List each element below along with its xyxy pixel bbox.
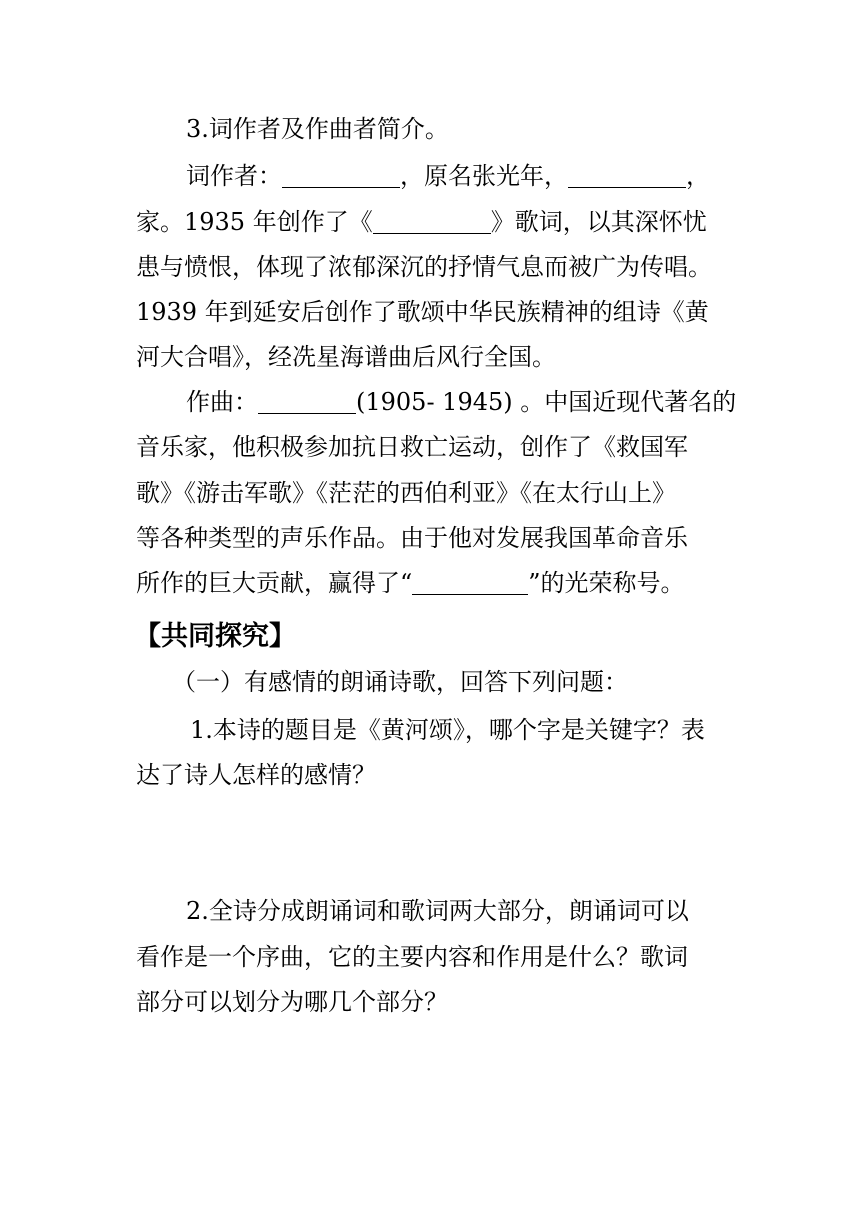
blank-lyricist-name[interactable] [282, 163, 400, 188]
question-1-line-2: 达了诗人怎样的感情？ [136, 761, 376, 789]
question-2-line-2: 看作是一个序曲，它的主要内容和作用是什么？歌词 [136, 943, 688, 971]
lyricist-line-4: 1939 年到延安后创作了歌颂中华民族精神的组诗《黄 [136, 298, 709, 326]
composer-line-4: 等各种类型的声乐作品。由于他对发展我国革命音乐 [136, 524, 688, 552]
blank-honor-title[interactable] [412, 570, 528, 595]
lyricist-line-5: 河大合唱》，经冼星海谱曲后风行全国。 [136, 343, 556, 371]
composer-line-1: 作曲： (1905- 1945) 。中国近现代著名的 [186, 388, 737, 416]
composer-line-5: 所作的巨大贡献，赢得了“ ”的光荣称号。 [136, 569, 685, 597]
blank-lyrics-title[interactable] [373, 209, 491, 234]
question-2-line-3: 部分可以划分为哪几个部分？ [136, 988, 448, 1016]
lyricist-line-1: 词作者： ，原名张光年， ， [186, 162, 710, 190]
composer-line-3: 歌》《游击军歌》《茫茫的西伯利亚》《在太行山上》 [136, 479, 676, 507]
lyricist-line-3: 患与愤恨，体现了浓郁深沉的抒情气息而被广为传唱。 [136, 253, 712, 281]
composer-line-2: 音乐家，他积极参加抗日救亡运动，创作了《救国军 [136, 433, 688, 461]
question-1-line-1: 1.本诗的题目是《黄河颂》，哪个字是关键字？表 [190, 716, 705, 744]
explore-heading: 【共同探究】 [134, 621, 296, 652]
section-3-title: 3.词作者及作曲者简介。 [186, 115, 449, 143]
blank-lyricist-role[interactable] [568, 163, 686, 188]
blank-composer-name[interactable] [258, 389, 356, 414]
question-2-line-1: 2.全诗分成朗诵词和歌词两大部分，朗诵词可以 [186, 897, 689, 925]
lyricist-line-2: 家。1935 年创作了《 》歌词，以其深怀忧 [136, 208, 707, 236]
part-1-instruction: （一）有感情的朗诵诗歌，回答下列问题： [172, 668, 628, 696]
